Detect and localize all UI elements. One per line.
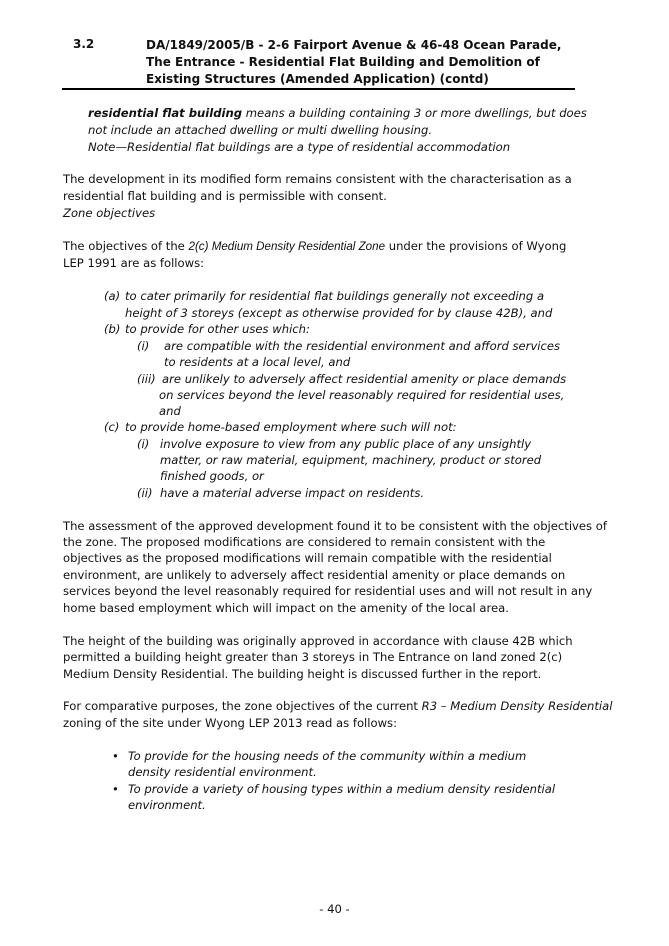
bullet-icon: • <box>112 782 119 796</box>
definition-line-1 <box>88 105 587 122</box>
zone-name: 2(c) Medium Density Residential Zone <box>188 240 386 253</box>
text-span: For comparative purposes, the zone objectives of the current <box>63 699 422 713</box>
paragraph-line <box>63 698 612 715</box>
paragraph-line <box>63 238 566 255</box>
list-item: are compatible with the residential environment and afford services <box>164 339 561 353</box>
list-label: (ii) <box>137 486 153 500</box>
definition-note: Note—Residential flat buildings are a type of residential accommodation <box>88 140 511 154</box>
paragraph-line: The development in its modified form remains consistent with the characterisation as a <box>63 172 572 186</box>
bullet-icon: • <box>112 749 119 763</box>
list-item: finished goods, or <box>160 469 264 483</box>
text-span: under the provisions of Wyong <box>385 239 567 253</box>
definition-line-2: not include an attached dwelling or multi dwelling housing. <box>88 123 433 137</box>
section-title: DA/1849/2005/B - 2-6 Fairport Avenue & 46-48 Ocean Parade, The Entrance - Residential Flat Building and Demolition of Existing Structures (Amended Application) (contd) <box>146 38 562 86</box>
paragraph-line: Medium Density Residential. The building height is discussed further in the report. <box>63 667 542 681</box>
list-item: are unlikely to adversely affect residential amenity or place demands <box>162 372 567 386</box>
list-item: and <box>159 404 181 418</box>
list-label: (iii) <box>137 372 156 386</box>
list-item: have a material adverse impact on residents. <box>160 486 425 500</box>
paragraph-line: objectives as the proposed modifications will remain compatible with the residential <box>63 551 552 565</box>
section-number: 3.2 <box>73 37 95 51</box>
paragraph-line: LEP 1991 are as follows: <box>63 256 205 270</box>
list-item: environment. <box>128 798 206 812</box>
paragraph-line: services beyond the level reasonably required for residential uses and will not result in any <box>63 584 593 598</box>
zone-objectives-heading: Zone objectives <box>63 206 156 220</box>
list-item: to provide home-based employment where such will not: <box>125 420 457 434</box>
list-label: (b) <box>104 322 121 336</box>
definition-term: residential flat building <box>88 106 243 120</box>
list-item: matter, or raw material, equipment, machinery, product or stored <box>160 453 542 467</box>
list-item: to residents at a local level, and <box>164 355 351 369</box>
list-item: To provide a variety of housing types within a medium density residential <box>128 782 556 796</box>
list-label: (a) <box>104 289 121 303</box>
paragraph-line: The height of the building was originally approved in accordance with clause 42B which <box>63 634 573 648</box>
paragraph-line: home based employment which will impact on the amenity of the local area. <box>63 601 509 615</box>
list-item: To provide for the housing needs of the community within a medium <box>128 749 527 763</box>
paragraph-line: the zone. The proposed modifications are considered to remain consistent with the <box>63 535 546 549</box>
page-number: - 40 - <box>319 902 350 916</box>
list-label: (c) <box>104 420 120 434</box>
paragraph-line: permitted a building height greater than 3 storeys in The Entrance on land zoned 2(c) <box>63 650 563 664</box>
list-item: involve exposure to view from any public place of any unsightly <box>160 437 532 451</box>
list-item: height of 3 storeys (except as otherwise provided for by clause 42B), and <box>125 306 553 320</box>
paragraph-line: The assessment of the approved development found it to be consistent with the objectives of <box>63 519 607 533</box>
paragraph-line: residential flat building and is permissible with consent. <box>63 189 387 203</box>
paragraph-line: zoning of the site under Wyong LEP 2013 read as follows: <box>63 716 397 730</box>
list-item: on services beyond the level reasonably required for residential uses, <box>159 388 565 402</box>
list-item: density residential environment. <box>128 765 317 779</box>
list-label: (i) <box>137 437 150 451</box>
text-span: The objectives of the <box>63 239 189 253</box>
zone-name: R3 – Medium Density Residential <box>421 699 613 713</box>
definition-text: means a building containing 3 or more dwellings, but does <box>242 106 587 120</box>
list-item: to cater primarily for residential flat buildings generally not exceeding a <box>125 289 545 303</box>
header-divider <box>62 88 575 90</box>
paragraph-line: environment, are unlikely to adversely affect residential amenity or place demands on <box>63 568 566 582</box>
list-item: to provide for other uses which: <box>125 322 310 336</box>
list-label: (i) <box>137 339 150 353</box>
